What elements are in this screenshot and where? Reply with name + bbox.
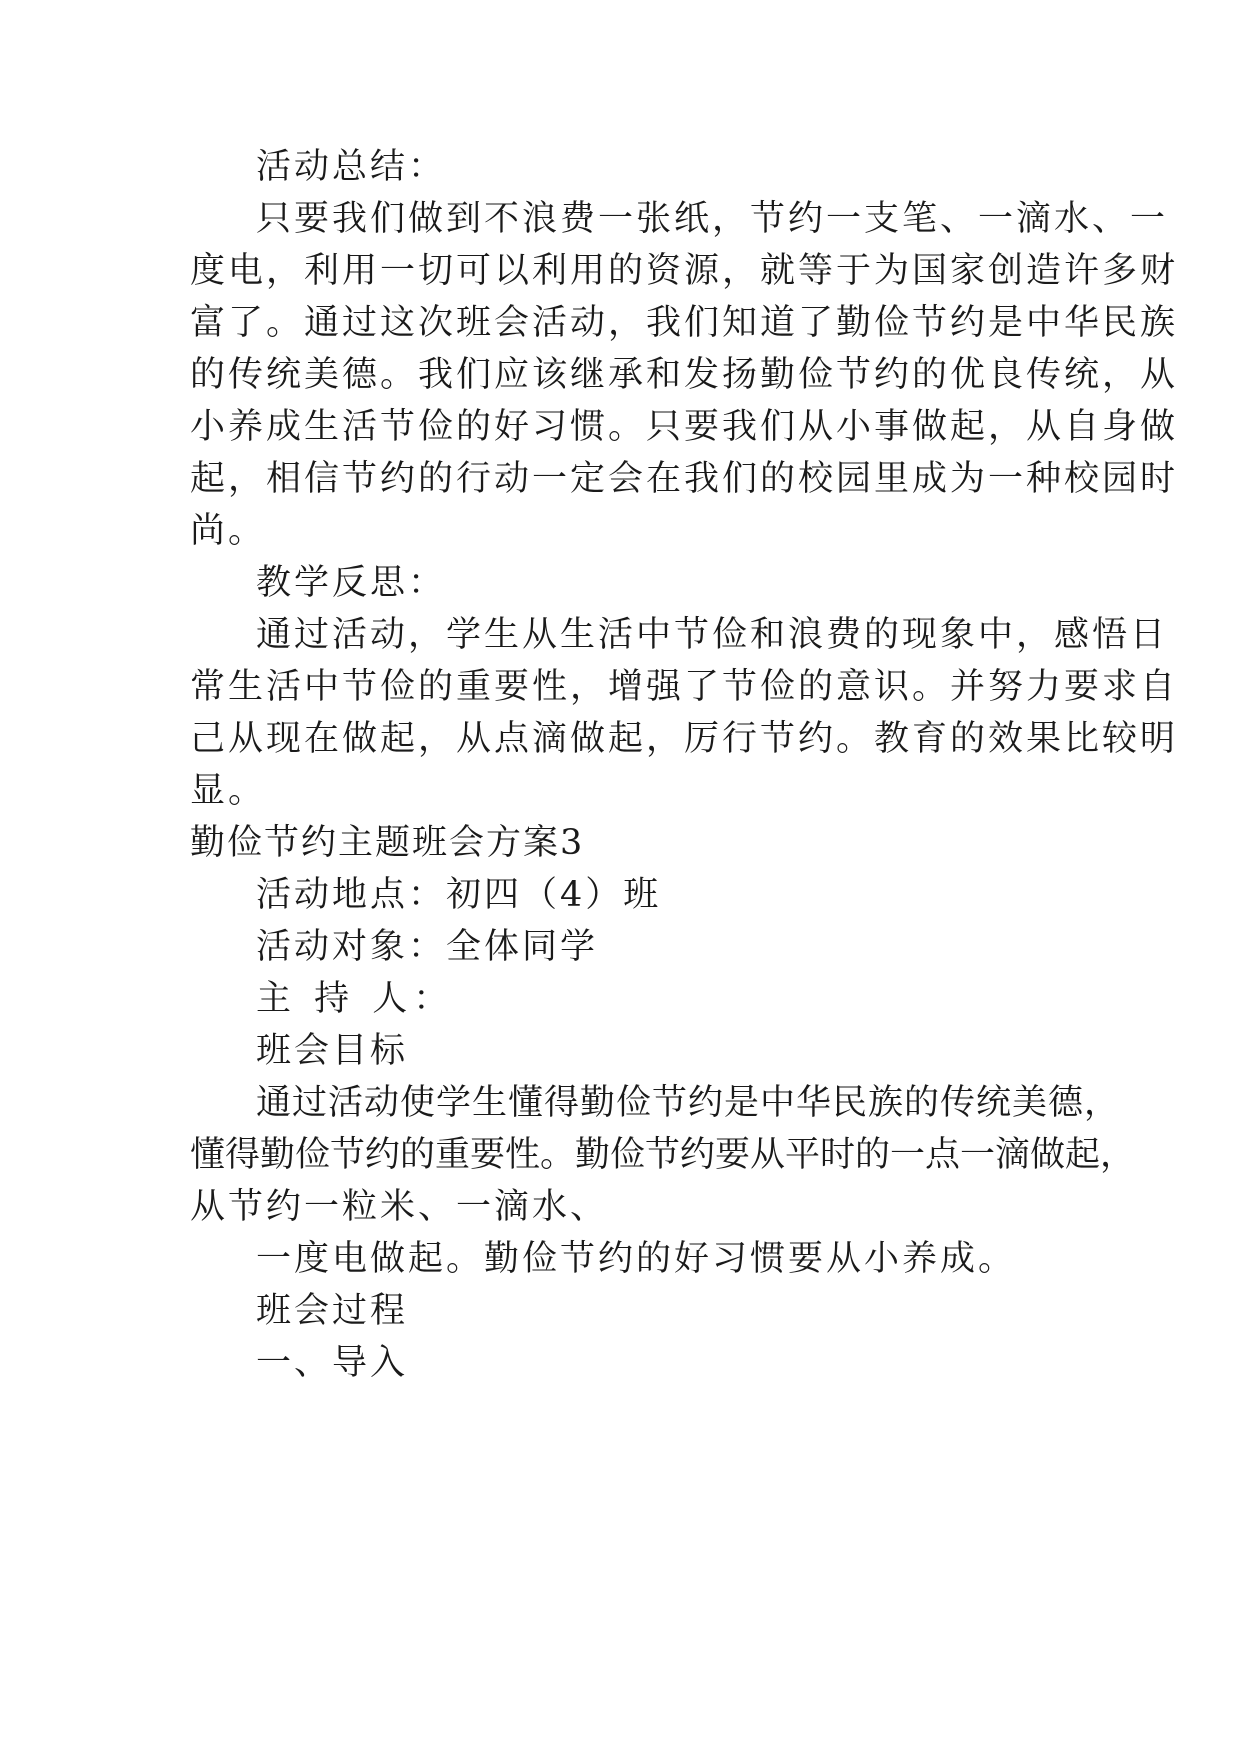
activity-audience: 活动对象：全体同学 [256, 927, 599, 967]
activity-host: 主 持 人： [256, 979, 455, 1019]
summary-line: 尚。 [190, 511, 267, 551]
summary-line: 起，相信节约的行动一定会在我们的校园里成为一种校园时 [190, 459, 1179, 499]
summary-line: 的传统美德。我们应该继承和发扬勤俭节约的优良传统，从 [190, 355, 1179, 395]
reflection-heading: 教学反思： [256, 563, 447, 603]
plan-title: 勤俭节约主题班会方案3 [190, 823, 585, 863]
summary-heading: 活动总结： [256, 147, 447, 187]
summary-line: 度电，利用一切可以利用的资源，就等于为国家创造许多财 [190, 251, 1179, 291]
reflection-line: 显。 [190, 771, 267, 811]
summary-line: 小养成生活节俭的好习惯。只要我们从小事做起，从自身做 [190, 407, 1179, 447]
goal-heading: 班会目标 [256, 1031, 409, 1071]
summary-line: 只要我们做到不浪费一张纸，节约一支笔、一滴水、一 [256, 199, 1169, 239]
activity-location: 活动地点：初四（4）班 [256, 875, 662, 915]
goal-line: 从节约一粒米、一滴水、 [190, 1187, 609, 1227]
section-one-heading: 一、导入 [256, 1343, 409, 1383]
goal-line: 懂得勤俭节约的重要性。勤俭节约要从平时的一点一滴做起， [190, 1135, 1136, 1175]
summary-line: 富了。通过这次班会活动，我们知道了勤俭节约是中华民族 [190, 303, 1179, 343]
goal-line: 一度电做起。勤俭节约的好习惯要从小养成。 [256, 1239, 1017, 1279]
reflection-line: 己从现在做起，从点滴做起，厉行节约。教育的效果比较明 [190, 719, 1179, 759]
goal-line: 通过活动使学生懂得勤俭节约是中华民族的传统美德， [256, 1083, 1121, 1123]
process-heading: 班会过程 [256, 1291, 409, 1331]
reflection-line: 通过活动，学生从生活中节俭和浪费的现象中，感悟日 [256, 615, 1169, 655]
reflection-line: 常生活中节俭的重要性，增强了节俭的意识。并努力要求自 [190, 667, 1179, 707]
